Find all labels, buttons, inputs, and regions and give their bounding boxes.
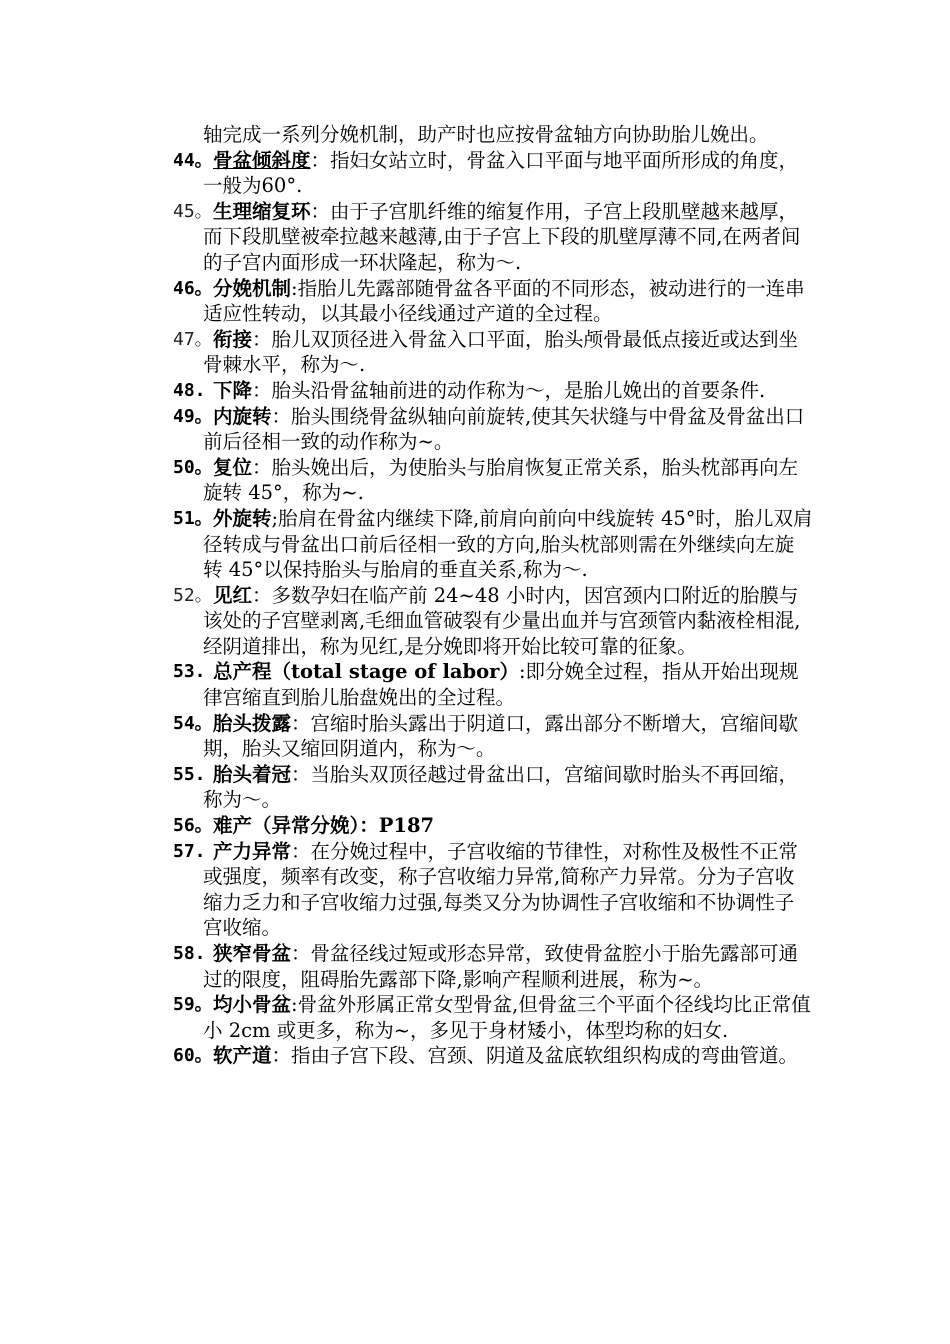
entry-number: 46。 — [173, 277, 213, 299]
entry-term: 外旋转 — [213, 506, 272, 530]
entry-number: 49。 — [173, 405, 213, 427]
entry-definition: ：宫缩时胎头露出于阴道口，露出部分不断增大，宫缩间歇期，胎头又缩回阴道内，称为～。 — [203, 711, 799, 761]
definition-entry-53 — [173, 659, 813, 710]
entry-definition: ：指妇女站立时，骨盆入口平面与地平面所形成的角度，一般为60°. — [203, 148, 799, 198]
entry-definition: ;胎肩在骨盆内继续下降,前肩向前向中线旋转 45°时，胎儿双肩径转成与骨盆出口前后径相一致的方向,胎头枕部则需在外继续向左旋转 45°以保持胎头与胎肩的垂直关系,称为～. — [203, 506, 813, 582]
entry-term: 衔接 — [213, 327, 253, 351]
entry-term: 生理缩复环 — [213, 199, 311, 223]
entry-number: 50。 — [173, 456, 213, 478]
definition-entry-45 — [173, 199, 813, 276]
definition-entry-44 — [173, 148, 813, 199]
entry-term: 胎头着冠 — [213, 762, 292, 786]
entry-definition: ：由于子宫肌纤维的缩复作用，子宫上段肌壁越来越厚，而下段肌壁被牵拉越来越薄,由于子宫上下段的肌壁厚薄不同,在两者间的子宫内面形成一环状隆起，称为～. — [203, 199, 801, 274]
entry-number: 48. — [173, 379, 206, 401]
entry-number: 57. — [173, 840, 206, 862]
definition-entry-52 — [173, 583, 813, 660]
entry-term: 骨盆倾斜度 — [213, 148, 311, 172]
entry-definition: ：指由子宫下段、宫颈、阴道及盆底软组织构成的弯曲管道。 — [271, 1044, 799, 1068]
entry-definition: ：多数孕妇在临产前 24~48 小时内，因宫颈内口附近的胎膜与该处的子宫壁剥离,毛细血管破裂有少量出血并与宫颈管内黏液栓相混,经阴道排出，称为见红,是分娩即将开始比较可靠的征象。 — [203, 583, 801, 658]
entry-number: 59。 — [173, 994, 213, 1016]
continuation-paragraph: 轴完成一系列分娩机制，助产时也应按骨盆轴方向协助胎儿娩出。 — [203, 123, 769, 146]
definition-entry-46 — [173, 276, 813, 327]
entry-number: 52。 — [173, 584, 213, 606]
entry-term: 均小骨盆 — [213, 993, 292, 1017]
entry-number: 56。 — [173, 815, 213, 837]
definition-entry-48 — [173, 378, 813, 404]
entry-term: 产力异常 — [213, 839, 292, 863]
definition-entry-56 — [173, 813, 813, 839]
entry-definition: ：在分娩过程中，子宫收缩的节律性，对称性及极性不正常或强度，频率有改变，称子宫收缩力异常,简称产力异常。分为子宫收缩力乏力和子宫收缩力过强,每类又分为协调性子宫收缩和不协调性子宫收缩。 — [203, 839, 799, 940]
entry-term: 内旋转 — [213, 404, 272, 428]
entry-number: 58. — [173, 943, 206, 964]
definition-entry-54 — [173, 711, 813, 762]
entry-term: 难产（异常分娩）：P187 — [213, 814, 435, 838]
entry-definition: ：胎头围绕骨盆纵轴向前旋转,使其矢状缝与中骨盆及骨盆出口前后径相一致的动作称为~。 — [203, 404, 805, 454]
entry-number: 51。 — [173, 507, 213, 529]
entry-term: 分娩机制 — [213, 276, 292, 300]
entry-definition: ：骨盆径线过短或形态异常，致使骨盆腔小于胎先露部可通过的限度，阻碍胎先露部下降,影响产程顺利进展，称为~。 — [203, 942, 799, 991]
entry-term: 软产道 — [213, 1044, 272, 1068]
definition-entry-50 — [173, 455, 813, 506]
entry-term: 见红 — [213, 583, 253, 607]
entry-number: 45。 — [173, 200, 213, 222]
entry-number: 53. — [173, 661, 206, 683]
entry-number: 44。 — [173, 149, 213, 171]
definition-entry-55 — [173, 762, 813, 813]
entry-term: 复位 — [213, 455, 253, 479]
entry-definition: ：胎儿双顶径进入骨盆入口平面，胎头颅骨最低点接近或达到坐骨棘水平，称为～. — [203, 327, 799, 377]
definition-entry-60 — [173, 1043, 813, 1069]
entry-definition: ：当胎头双顶径越过骨盆出口，宫缩间歇时胎头不再回缩，称为～。 — [203, 762, 799, 812]
entry-number: 55. — [173, 763, 206, 785]
entry-term: 下降 — [213, 378, 253, 402]
entry-definition: :骨盆外形属正常女型骨盆,但骨盆三个平面个径线均比正常值小 2cm 或更多，称为~，多见于身材矮小，体型均称的妇女. — [203, 993, 811, 1042]
entry-term: 狭窄骨盆 — [213, 942, 292, 965]
definition-entry-47 — [173, 327, 813, 378]
definition-entry-58 — [173, 941, 813, 992]
entry-definition: :即分娩全过程，指从开始出现规律宫缩直到胎儿胎盘娩出的全过程。 — [203, 660, 799, 710]
entry-definition: ：胎头沿骨盆轴前进的动作称为～，是胎儿娩出的首要条件. — [252, 378, 766, 402]
entry-number: 60。 — [173, 1045, 213, 1067]
entry-definition: :指胎儿先露部随骨盆各平面的不同形态，被动进行的一连串适应性转动，以其最小径线通过产道的全过程。 — [203, 276, 805, 326]
entry-number: 54。 — [173, 712, 213, 734]
definition-entry-57 — [173, 839, 813, 941]
definition-entry-49 — [173, 404, 813, 455]
entry-term: 总产程（total stage of labor） — [213, 660, 519, 684]
entry-definition: ：胎头娩出后，为使胎头与胎肩恢复正常关系，胎头枕部再向左旋转 45°，称为~. — [203, 455, 799, 505]
definition-entry-59 — [173, 992, 813, 1043]
definition-entry-51 — [173, 506, 813, 583]
entry-number: 47。 — [173, 328, 213, 350]
document-body — [173, 122, 813, 1069]
entry-term: 胎头拨露 — [213, 711, 292, 735]
